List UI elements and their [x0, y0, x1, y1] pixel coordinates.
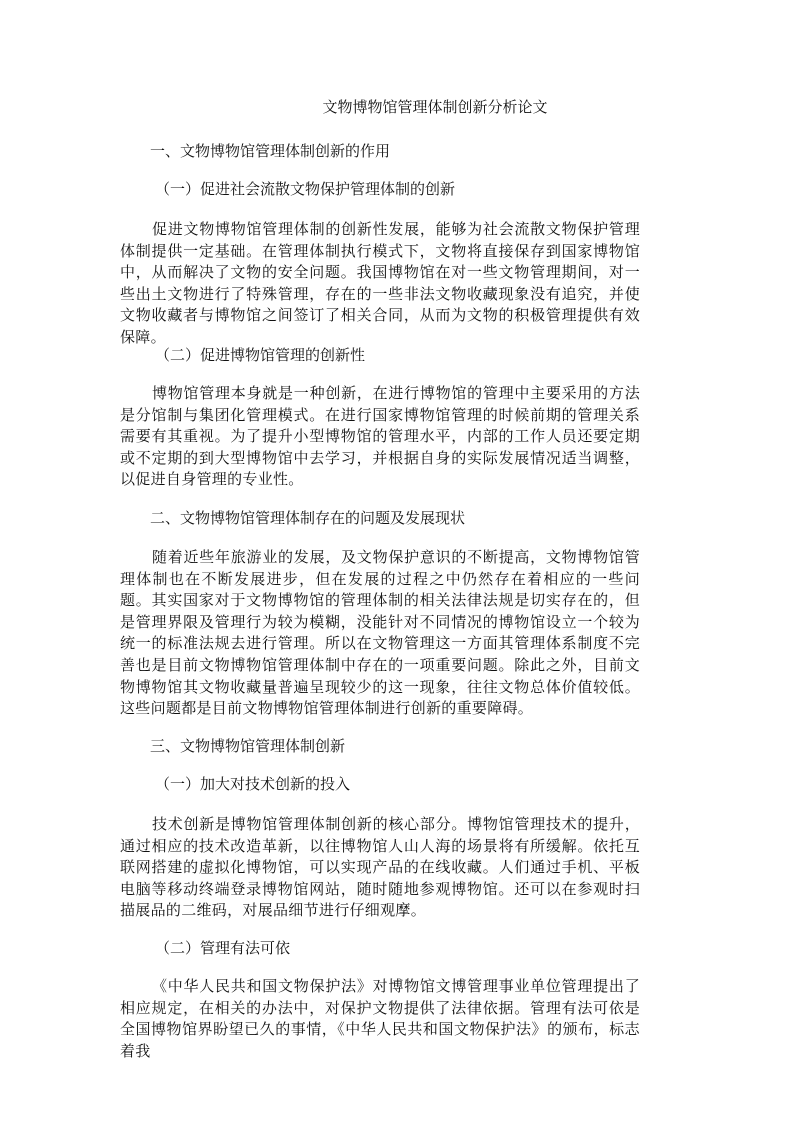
paragraph-1: 促进文物博物馆管理体制的创新性发展，能够为社会流散文物保护管理体制提供一定基础。在管理体制执行模式下，文物将直接保存到国家博物馆中，从而解决了文物的安全问题。我国博物馆在对一些文物管理期间，对一些出土文物进行了特殊管理，存在的一些非法文物收藏现象没有追究，并使文物收藏者与博物馆之间签订了相关合同，从而为文物的积极管理提供有效保障。 — [120, 220, 640, 346]
subsection-heading-1-1: （一）促进社会流散文物保护管理体制的创新 — [155, 180, 456, 198]
subsection-heading-1-2: （二）促进博物馆管理的创新性 — [155, 346, 366, 364]
paragraph-5: 《中华人民共和国文物保护法》对博物馆文博管理事业单位管理提出了相应规定，在相关的办法中，对保护文物提供了法律依据。管理有法可依是全国博物馆界盼望已久的事情，《中华人民共和国文物保护法》的颁布，标志着我 — [120, 977, 640, 1060]
section-heading-3: 三、文物博物馆管理体制创新 — [150, 737, 346, 755]
subsection-heading-3-2: （二）管理有法可依 — [155, 939, 291, 957]
document-title: 文物博物馆管理体制创新分析论文 — [322, 98, 548, 116]
paragraph-2: 博物馆管理本身就是一种创新，在进行博物馆的管理中主要采用的方法是分馆制与集团化管理模式。在进行国家博物馆管理的时候前期的管理关系需要有其重视。为了提升小型博物馆的管理水平，内部的工作人员还要定期或不定期的到大型博物馆中去学习，并根据自身的实际发展情况适当调整，以促进自身管理的专业性。 — [120, 384, 640, 489]
section-heading-2: 二、文物博物馆管理体制存在的问题及发展现状 — [150, 509, 466, 527]
subsection-heading-3-1: （一）加大对技术创新的投入 — [155, 775, 351, 793]
paragraph-4: 技术创新是博物馆管理体制创新的核心部分。博物馆管理技术的提升，通过相应的技术改造革新，以往博物馆人山人海的场景将有所缓解。依托互联网搭建的虚拟化博物馆，可以实现产品的在线收藏。人们通过手机、平板电脑等移动终端登录博物馆网站，随时随地参观博物馆。还可以在参观时扫描展品的二维码，对展品细节进行仔细观摩。 — [120, 815, 640, 920]
paragraph-3: 随着近些年旅游业的发展，及文物保护意识的不断提高，文物博物馆管理体制也在不断发展进步，但在发展的过程之中仍然存在着相应的一些问题。其实国家对于文物博物馆的管理体制的相关法律法规是切实存在的，但是管理界限及管理行为较为模糊，没能针对不同情况的博物馆设立一个较为统一的标准法规去进行管理。所以在文物管理这一方面其管理体系制度不完善也是目前文物博物馆管理体制中存在的一项重要问题。除此之外，目前文物博物馆其文物收藏量普遍呈现较少的这一现象，往往文物总体价值较低。这些问题都是目前文物博物馆管理体制进行创新的重要障碍。 — [120, 548, 640, 718]
section-heading-1: 一、文物博物馆管理体制创新的作用 — [150, 142, 391, 160]
